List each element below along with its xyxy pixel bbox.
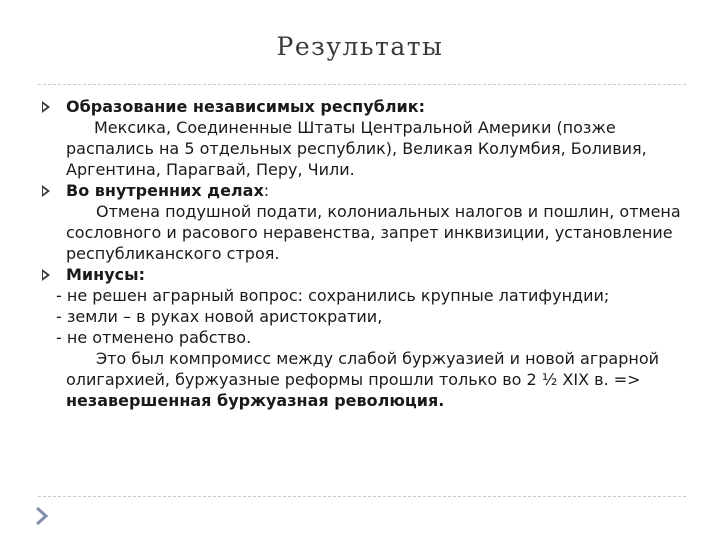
- arrow-bullet-icon: [42, 185, 50, 197]
- footer-divider: [38, 496, 686, 497]
- slide-content: [38, 96, 688, 411]
- title-divider: [38, 84, 686, 85]
- bullet-item: [38, 180, 688, 201]
- bullet-heading: Во внутренних делах: [66, 181, 264, 200]
- bullet-heading-suffix: :: [263, 181, 270, 200]
- list-item: - не отменено рабство.: [56, 328, 252, 347]
- arrow-bullet-icon: [42, 101, 50, 113]
- arrow-bullet-icon: [42, 269, 50, 281]
- conclusion-bold: незавершенная буржуазная революция.: [66, 391, 445, 410]
- conclusion-paragraph: [38, 348, 688, 411]
- bullet-heading: Минусы:: [66, 265, 145, 284]
- chevron-right-icon: [34, 505, 50, 527]
- bullet-body-text: Отмена подушной подати, колониальных налогов и пошлин, отмена сословного и расового неравенства, запрет инквизиции, установление республиканского строя.: [66, 202, 681, 263]
- slide-title: Результаты: [276, 32, 444, 61]
- list-item: - не решен аграрный вопрос: сохранились крупные латифундии;: [56, 286, 610, 305]
- bullet-item: [38, 96, 688, 117]
- bullet-heading: Образование независимых республик:: [66, 97, 426, 116]
- bullet-body: [38, 201, 688, 264]
- bullet-item: [38, 264, 688, 285]
- list-item: - земли – в руках новой аристократии,: [56, 307, 383, 326]
- bullet-body: [38, 117, 688, 180]
- conclusion-text: Это был компромисс между слабой буржуазией и новой аграрной олигархией, буржуазные реформы прошли только во 2 ½ XIX в. =>: [66, 349, 659, 389]
- bullet-body-text: Мексика, Соединенные Штаты Центральной Америки (позже распались на 5 отдельных республик), Великая Колумбия, Боливия, Аргентина, Парагвай, Перу, Чили.: [66, 118, 647, 179]
